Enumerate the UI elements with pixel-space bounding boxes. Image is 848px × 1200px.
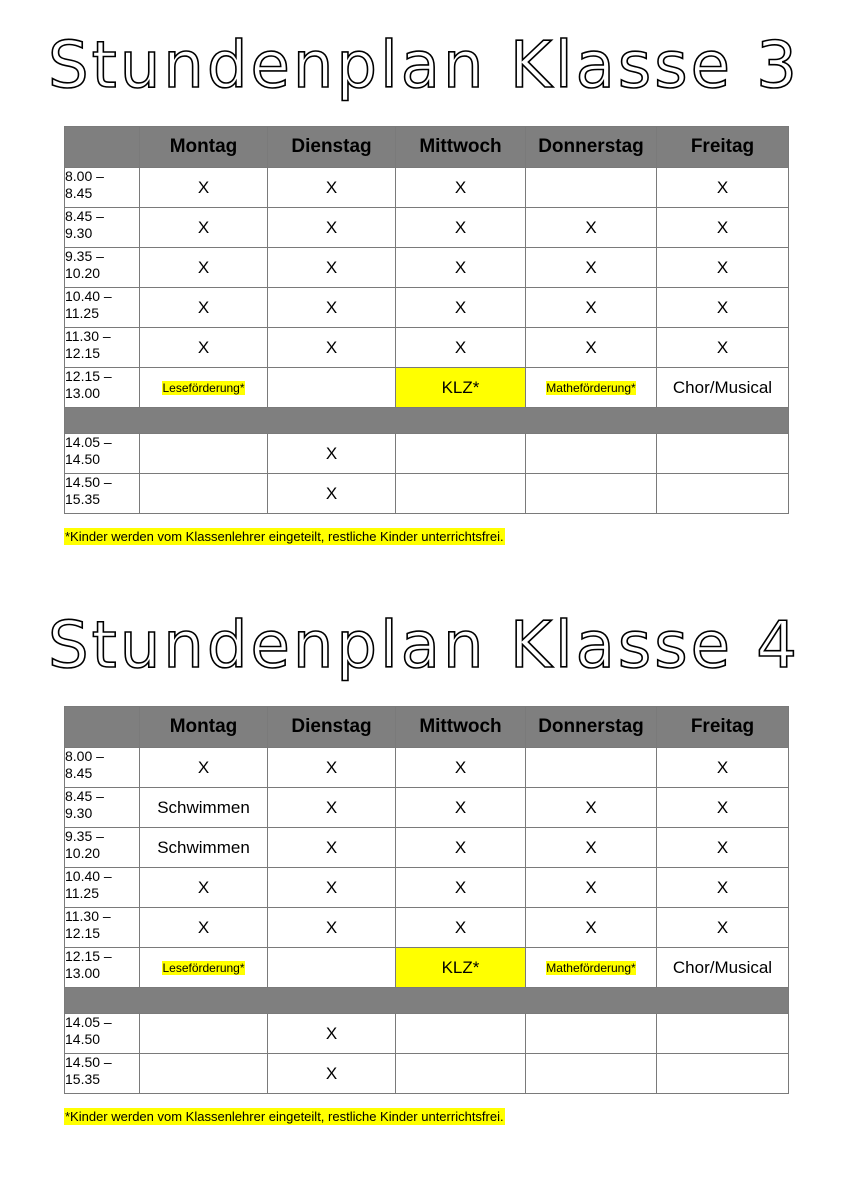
lesson-cell xyxy=(396,474,526,514)
lesson-cell: X xyxy=(657,328,789,368)
lesson-cell: X xyxy=(396,748,526,788)
timetable-klasse-4 xyxy=(64,706,789,1094)
footnote-klasse-4: *Kinder werden vom Klassenlehrer eingeteilt, restliche Kinder unterrichtsfrei. xyxy=(65,1109,504,1124)
lesson-cell: X xyxy=(396,328,526,368)
lesson-cell: X xyxy=(657,868,789,908)
time-start: 12.15 – xyxy=(65,368,112,384)
time-start: 12.15 – xyxy=(65,948,112,964)
day-header: Freitag xyxy=(657,127,789,168)
time-slot xyxy=(65,748,140,788)
day-header: Montag xyxy=(140,707,268,748)
lesson-cell xyxy=(140,1014,268,1054)
lesson-cell: X xyxy=(268,908,396,948)
time-end: 14.50 xyxy=(65,451,101,467)
lesson-cell: KLZ* xyxy=(396,948,526,988)
table-row xyxy=(65,908,789,948)
time-slot xyxy=(65,1014,140,1054)
lesson-cell: X xyxy=(268,868,396,908)
lesson-cell: X xyxy=(657,908,789,948)
lesson-cell xyxy=(396,434,526,474)
time-slot xyxy=(65,908,140,948)
table-row xyxy=(65,828,789,868)
lesson-cell xyxy=(140,474,268,514)
time-start: 8.00 – xyxy=(65,168,104,184)
lesson-cell: X xyxy=(268,788,396,828)
table-row xyxy=(65,248,789,288)
lesson-cell xyxy=(526,748,657,788)
time-start: 8.45 – xyxy=(65,788,104,804)
lesson-cell: X xyxy=(140,288,268,328)
highlighted-lesson-label: Matheförderung* xyxy=(546,960,636,975)
time-slot xyxy=(65,168,140,208)
day-header: Dienstag xyxy=(268,707,396,748)
lesson-cell: X xyxy=(657,788,789,828)
lesson-cell: X xyxy=(268,434,396,474)
time-start: 10.40 – xyxy=(65,288,112,304)
time-end: 10.20 xyxy=(65,265,101,281)
lesson-cell: X xyxy=(140,208,268,248)
lunch-break-bar xyxy=(65,408,789,434)
lesson-cell xyxy=(396,1054,526,1094)
time-start: 14.05 – xyxy=(65,434,112,450)
lesson-cell: X xyxy=(526,248,657,288)
lesson-cell: X xyxy=(396,248,526,288)
time-start: 14.50 – xyxy=(65,474,112,490)
lesson-cell: X xyxy=(268,1014,396,1054)
lesson-cell xyxy=(657,434,789,474)
lesson-cell: X xyxy=(657,168,789,208)
table-row xyxy=(65,288,789,328)
header-corner xyxy=(65,707,140,748)
lesson-cell: KLZ* xyxy=(396,368,526,408)
lesson-cell xyxy=(526,168,657,208)
lesson-cell: X xyxy=(268,474,396,514)
time-end: 8.45 xyxy=(65,185,93,201)
time-end: 13.00 xyxy=(65,965,101,981)
lesson-cell: X xyxy=(396,288,526,328)
table-row xyxy=(65,948,789,988)
lesson-cell xyxy=(526,434,657,474)
lesson-cell: X xyxy=(396,868,526,908)
lesson-cell: X xyxy=(396,208,526,248)
table-row xyxy=(65,1054,789,1094)
timetable-title-klasse-3: Stundenplan Klasse 3 xyxy=(47,29,801,103)
time-slot xyxy=(65,868,140,908)
time-slot xyxy=(65,1054,140,1094)
lesson-cell xyxy=(268,948,396,988)
time-slot xyxy=(65,474,140,514)
lesson-cell xyxy=(140,368,268,408)
highlighted-lesson-label: Leseförderung* xyxy=(162,380,245,395)
time-slot xyxy=(65,328,140,368)
lesson-cell: X xyxy=(657,748,789,788)
table-row xyxy=(65,368,789,408)
lesson-cell: X xyxy=(268,248,396,288)
table-row xyxy=(65,328,789,368)
day-header: Mittwoch xyxy=(396,127,526,168)
table-row xyxy=(65,434,789,474)
table-row xyxy=(65,208,789,248)
time-slot xyxy=(65,828,140,868)
footnote-klasse-3: *Kinder werden vom Klassenlehrer eingeteilt, restliche Kinder unterrichtsfrei. xyxy=(65,529,504,544)
lesson-cell xyxy=(526,1054,657,1094)
lesson-cell: X xyxy=(657,288,789,328)
time-start: 14.50 – xyxy=(65,1054,112,1070)
time-start: 8.00 – xyxy=(65,748,104,764)
timetable-title-klasse-4: Stundenplan Klasse 4 xyxy=(47,609,801,683)
lesson-cell xyxy=(526,368,657,408)
lesson-cell: Schwimmen xyxy=(140,788,268,828)
header-row xyxy=(65,127,789,168)
time-end: 10.20 xyxy=(65,845,101,861)
time-end: 12.15 xyxy=(65,925,101,941)
lesson-cell: Chor/Musical xyxy=(657,948,789,988)
lesson-cell xyxy=(657,1014,789,1054)
table-row xyxy=(65,168,789,208)
lunch-break-row xyxy=(65,408,789,434)
time-slot xyxy=(65,948,140,988)
time-end: 15.35 xyxy=(65,1071,101,1087)
lesson-cell: X xyxy=(396,788,526,828)
time-start: 11.30 – xyxy=(65,908,111,924)
lesson-cell: X xyxy=(526,208,657,248)
lesson-cell: X xyxy=(396,908,526,948)
day-header: Freitag xyxy=(657,707,789,748)
lesson-cell xyxy=(526,474,657,514)
table-row xyxy=(65,1014,789,1054)
lesson-cell: X xyxy=(140,168,268,208)
lesson-cell xyxy=(140,1054,268,1094)
time-end: 13.00 xyxy=(65,385,101,401)
lesson-cell: X xyxy=(526,788,657,828)
lesson-cell: Chor/Musical xyxy=(657,368,789,408)
lesson-cell: X xyxy=(268,168,396,208)
header-corner xyxy=(65,127,140,168)
lesson-cell xyxy=(526,948,657,988)
time-start: 8.45 – xyxy=(65,208,104,224)
lesson-cell: X xyxy=(526,868,657,908)
lesson-cell: X xyxy=(140,248,268,288)
table-row xyxy=(65,474,789,514)
time-end: 11.25 xyxy=(65,305,99,321)
lesson-cell: X xyxy=(140,328,268,368)
timetable-klasse-3 xyxy=(64,126,789,514)
lesson-cell xyxy=(657,474,789,514)
highlighted-lesson-label: Leseförderung* xyxy=(162,960,245,975)
time-start: 9.35 – xyxy=(65,248,104,264)
table-row xyxy=(65,748,789,788)
lesson-cell xyxy=(268,368,396,408)
lesson-cell xyxy=(657,1054,789,1094)
day-header: Montag xyxy=(140,127,268,168)
time-slot xyxy=(65,434,140,474)
lesson-cell: X xyxy=(657,828,789,868)
time-start: 14.05 – xyxy=(65,1014,112,1030)
day-header: Dienstag xyxy=(268,127,396,168)
time-slot xyxy=(65,368,140,408)
table-row xyxy=(65,868,789,908)
time-slot xyxy=(65,788,140,828)
lesson-cell: X xyxy=(268,208,396,248)
lesson-cell: X xyxy=(526,908,657,948)
lesson-cell: X xyxy=(268,1054,396,1094)
time-slot xyxy=(65,288,140,328)
lesson-cell: X xyxy=(526,328,657,368)
lesson-cell: X xyxy=(268,748,396,788)
lesson-cell xyxy=(526,1014,657,1054)
lesson-cell xyxy=(140,948,268,988)
lesson-cell: X xyxy=(396,828,526,868)
day-header: Mittwoch xyxy=(396,707,526,748)
day-header: Donnerstag xyxy=(526,707,657,748)
lesson-cell xyxy=(396,1014,526,1054)
time-end: 15.35 xyxy=(65,491,101,507)
time-end: 12.15 xyxy=(65,345,101,361)
lesson-cell: X xyxy=(657,248,789,288)
lesson-cell: X xyxy=(526,828,657,868)
lesson-cell: X xyxy=(657,208,789,248)
lesson-cell: X xyxy=(396,168,526,208)
lesson-cell: X xyxy=(140,748,268,788)
day-header: Donnerstag xyxy=(526,127,657,168)
time-slot xyxy=(65,248,140,288)
time-end: 9.30 xyxy=(65,225,93,241)
time-end: 11.25 xyxy=(65,885,99,901)
lesson-cell: X xyxy=(268,328,396,368)
time-start: 10.40 – xyxy=(65,868,112,884)
time-start: 9.35 – xyxy=(65,828,104,844)
time-slot xyxy=(65,208,140,248)
lesson-cell xyxy=(140,434,268,474)
highlighted-lesson-label: Matheförderung* xyxy=(546,380,636,395)
lesson-cell: X xyxy=(140,908,268,948)
time-end: 8.45 xyxy=(65,765,93,781)
lunch-break-row xyxy=(65,988,789,1014)
lesson-cell: Schwimmen xyxy=(140,828,268,868)
time-end: 9.30 xyxy=(65,805,93,821)
lunch-break-bar xyxy=(65,988,789,1014)
time-start: 11.30 – xyxy=(65,328,111,344)
table-row xyxy=(65,788,789,828)
lesson-cell: X xyxy=(268,288,396,328)
lesson-cell: X xyxy=(140,868,268,908)
header-row xyxy=(65,707,789,748)
time-end: 14.50 xyxy=(65,1031,101,1047)
lesson-cell: X xyxy=(268,828,396,868)
lesson-cell: X xyxy=(526,288,657,328)
